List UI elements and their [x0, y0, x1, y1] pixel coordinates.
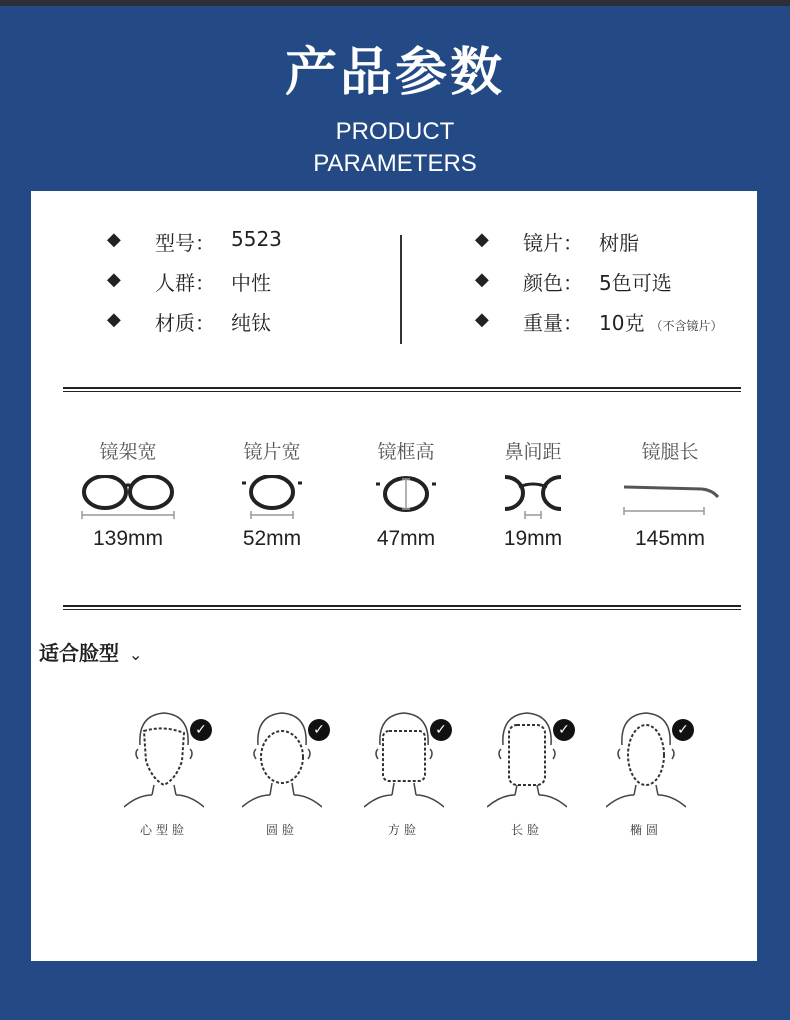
bullet-diamond-icon: ◆	[475, 269, 489, 290]
spec-value	[599, 267, 672, 296]
face-oval	[606, 709, 706, 839]
face-long	[487, 709, 587, 839]
lens-width-icon	[222, 475, 322, 521]
check-icon: ✓	[308, 719, 330, 741]
frame-width-icon	[78, 475, 178, 521]
subtitle-line-1: PRODUCT	[335, 118, 455, 145]
face-square	[364, 709, 464, 839]
subtitle-line-2: PARAMETERS	[313, 150, 477, 177]
chevron-down-icon[interactable]: ⌄	[129, 645, 143, 664]
section-divider	[63, 605, 741, 610]
face-round	[242, 709, 342, 839]
bridge-width-icon	[483, 475, 583, 521]
face-heart	[124, 709, 224, 839]
section-divider	[63, 387, 741, 392]
spec-value: 纯钛	[231, 311, 271, 335]
spec-value-text: 10克	[599, 311, 645, 335]
measure-label: 镜片宽	[243, 441, 301, 463]
spec-divider	[400, 235, 402, 344]
parameters-card	[31, 191, 757, 961]
measure-label: 镜架宽	[99, 441, 157, 463]
spec-value-text: 5色可选	[599, 271, 672, 295]
face-name: 长脸	[510, 823, 543, 837]
spec-label: 型号：	[155, 231, 215, 255]
face-name: 方脸	[387, 823, 420, 837]
check-icon: ✓	[430, 719, 452, 741]
measure-lens-width	[204, 437, 340, 551]
measure-bridge-width	[465, 437, 601, 551]
spec-label: 材质：	[155, 311, 215, 335]
measure-label: 鼻间距	[504, 441, 562, 463]
measure-value: 19mm	[503, 527, 563, 550]
measure-value: 52mm	[242, 527, 302, 550]
check-icon: ✓	[190, 719, 212, 741]
spec-label: 镜片：	[523, 231, 583, 255]
top-border	[0, 0, 790, 6]
temple-length-icon	[620, 475, 720, 521]
bullet-diamond-icon: ◆	[475, 309, 489, 330]
bullet-diamond-icon: ◆	[107, 269, 121, 290]
measure-label: 镜框高	[377, 441, 435, 463]
spec-value	[599, 227, 639, 256]
spec-value-text: 树脂	[599, 231, 639, 255]
measure-label: 镜腿长	[641, 441, 699, 463]
measure-value: 139mm	[92, 527, 164, 550]
page-subtitle	[0, 116, 790, 180]
face-section-title	[39, 637, 142, 666]
spec-value: 中性	[231, 271, 271, 295]
measure-value: 145mm	[634, 527, 706, 550]
face-section-label: 适合脸型	[39, 641, 119, 665]
spec-label: 人群：	[155, 271, 215, 295]
measure-frame-width	[60, 437, 196, 551]
face-name: 圆脸	[265, 823, 298, 837]
measure-frame-height	[338, 437, 474, 551]
bullet-diamond-icon: ◆	[107, 229, 121, 250]
spec-note: （不含镜片）	[650, 319, 723, 333]
page-title: 产品参数	[284, 43, 505, 103]
face-name: 心型脸	[139, 823, 188, 837]
check-icon: ✓	[553, 719, 575, 741]
spec-label: 颜色：	[523, 271, 583, 295]
measure-temple-length	[602, 437, 738, 551]
frame-height-icon	[356, 475, 456, 521]
check-icon: ✓	[672, 719, 694, 741]
face-name: 椭圆	[629, 823, 662, 837]
spec-label: 重量：	[523, 311, 583, 335]
spec-value: 5523	[231, 227, 282, 251]
bullet-diamond-icon: ◆	[475, 229, 489, 250]
bullet-diamond-icon: ◆	[107, 309, 121, 330]
spec-value	[599, 307, 722, 336]
measure-value: 47mm	[376, 527, 436, 550]
